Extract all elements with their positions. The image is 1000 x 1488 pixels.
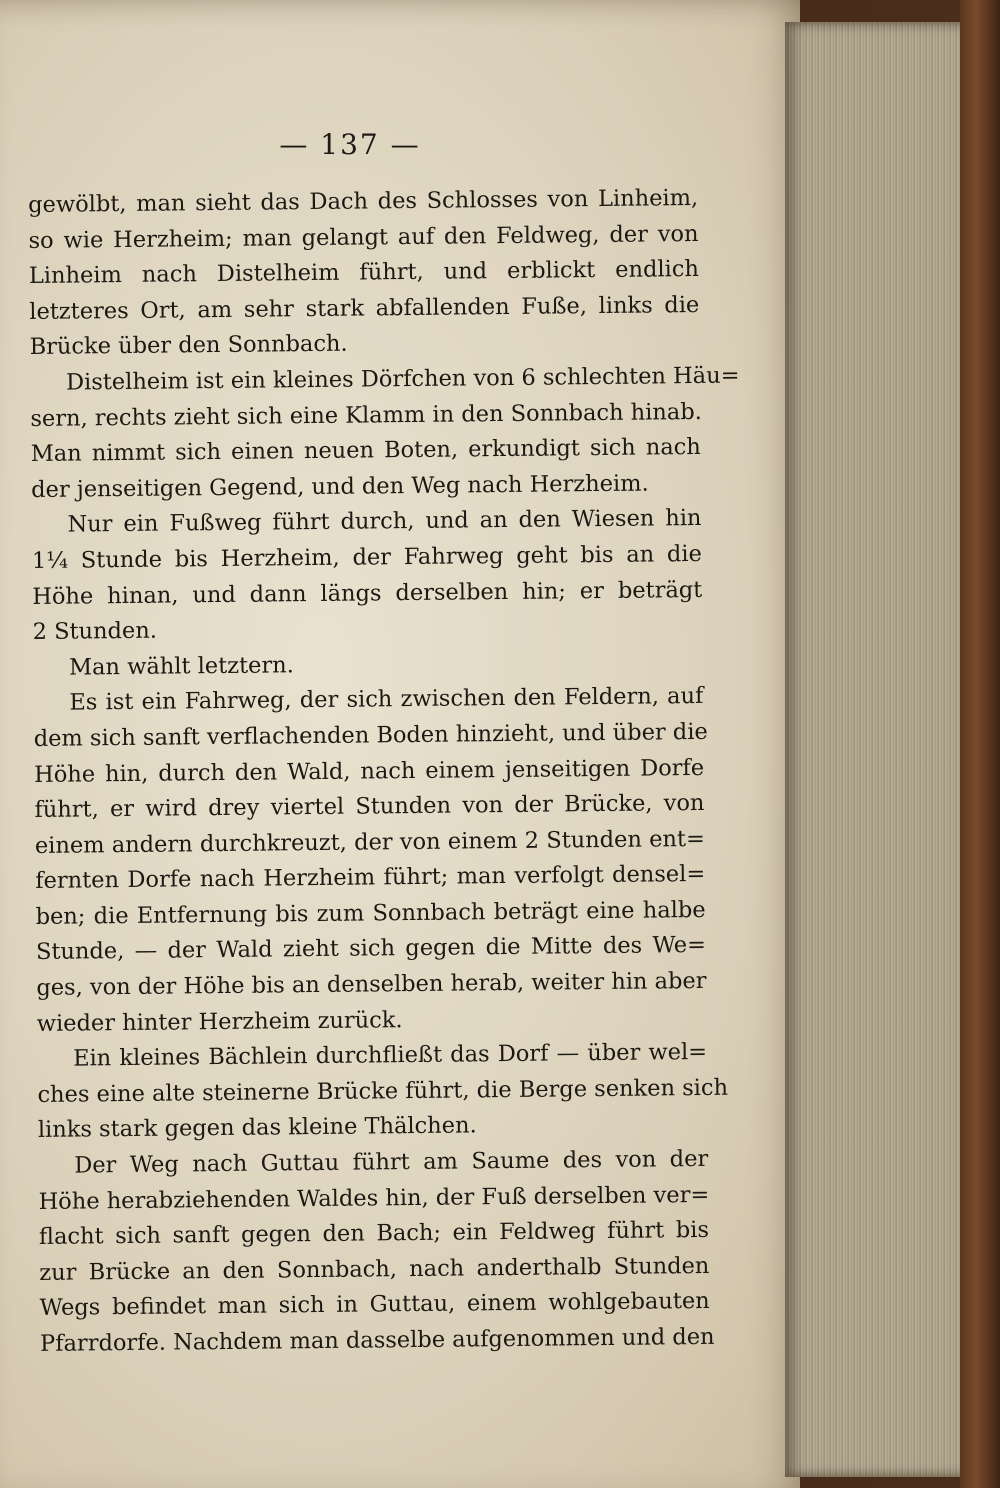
text-line: Stunde, — der Wald zieht sich gegen die Mitte des We= [35,932,707,966]
text-line: letzteres Ort, am sehr stark abfallenden Fuße, links die [29,291,700,325]
text-line: ges, von der Höhe bis an denselben herab, weiter hin aber [36,968,707,1002]
text-line: Man wählt letztern. [68,651,294,681]
page-text [28,181,740,1363]
text-line: 1¼ Stunde bis Herzheim, der Fahrweg geht bis an die [31,540,703,574]
page-edges [785,22,975,1477]
text-line: so wie Herzheim; man gelangt auf den Feldweg, der von [28,220,699,254]
text-line: flacht sich sanft gegen den Bach; ein Feldweg führt bis [38,1217,710,1251]
text-line: Wegs befindet man sich in Guttau, einem wohlgebauten [39,1288,710,1322]
text-line: ches eine alte steinerne Brücke führt, die Berge senken sich [37,1074,729,1108]
text-line: dem sich sanft verflachenden Boden hinzieht, und über die [33,718,708,752]
text-line: Nur ein Fußweg führt durch, und an den Wiesen hin [67,505,702,538]
text-line: einem andern durchkreuzt, der von einem 2 Stunden ent= [34,825,705,859]
text-line: Höhe herabziehenden Waldes hin, der Fuß derselben ver= [38,1181,710,1215]
text-line: Linheim nach Distelheim führt, und erblickt endlich [28,256,700,290]
text-line: Höhe hinan, und dann längs derselben hin; er beträgt [32,576,703,610]
text-line: ben; die Entfernung bis zum Sonnbach beträgt eine halbe [35,896,706,930]
text-line: 2 Stunden. [32,617,158,646]
text-line: Ein kleines Bächlein durchfließt das Dorf — über wel= [72,1039,708,1072]
book-cover-edge [960,0,1000,1488]
text-line: Distelheim ist ein kleines Dörfchen von 6 schlechten Häu= [65,362,740,396]
text-line: sern, rechts zieht sich eine Klamm in den Sonnbach hinab. [30,398,702,432]
text-line: der jenseitigen Gegend, und den Weg nach Herzheim. [31,470,649,503]
text-line: gewölbt, man sieht das Dach des Schlosses von Linheim, [28,184,699,218]
text-line: links stark gegen das kleine Thälchen. [37,1112,477,1144]
page-number-header: — 137 — [279,128,421,161]
text-line: fernten Dorfe nach Herzheim führt; man verfolgt densel= [35,861,706,895]
text-line: zur Brücke an den Sonnbach, nach anderthalb Stunden [39,1252,710,1286]
text-line: Man nimmt sich einen neuen Boten, erkundigt sich nach [30,434,701,468]
text-line: Höhe hin, durch den Wald, nach einem jenseitigen Dorfe [34,754,705,788]
text-line: wieder hinter Herzheim zurück. [36,1006,403,1037]
text-line: Pfarrdorfe. Nachdem man dasselbe aufgenommen und den [39,1323,715,1357]
text-line: Es ist ein Fahrweg, der sich zwischen den Feldern, auf [69,683,704,716]
text-line: Brücke über den Sonnbach. [29,331,348,361]
text-line: führt, er wird drey viertel Stunden von der Brücke, von [34,790,705,824]
text-line: Der Weg nach Guttau führt am Saume des von der [74,1145,709,1179]
